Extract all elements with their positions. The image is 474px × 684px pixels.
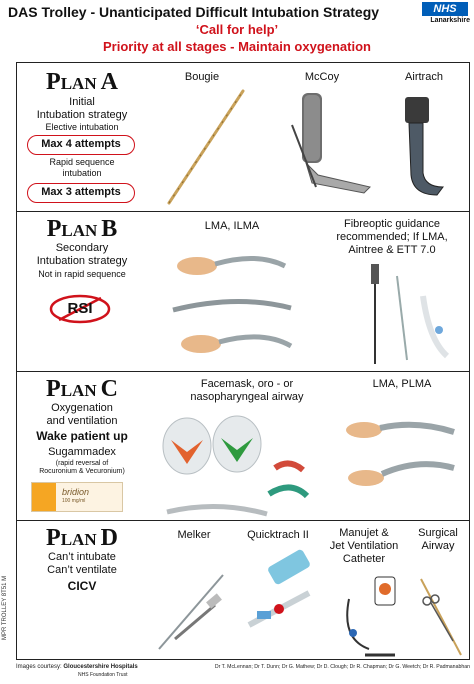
- plan-c-title: [17, 376, 147, 403]
- plan-b-letter: B: [101, 216, 118, 242]
- nhs-logo: NHS: [422, 2, 468, 16]
- plan-a-line5: intubation: [62, 168, 102, 178]
- surgical-line2: Airway: [421, 540, 455, 552]
- plan-d-line2: Can’t ventilate: [47, 564, 117, 576]
- plan-c-word: Plan: [46, 376, 97, 402]
- fibreoptic-line1: Fibreoptic guidance: [343, 218, 440, 230]
- plan-b-title: [17, 216, 147, 243]
- plan-c-line4: Sugammadex: [48, 446, 116, 458]
- melker-label: Melker: [177, 529, 211, 541]
- bougie-icon: [157, 87, 257, 207]
- bougie-label: Bougie: [184, 71, 220, 83]
- manujet-line3: Catheter: [342, 553, 386, 565]
- plan-d-letter: D: [100, 525, 118, 551]
- plan-d-word: Plan: [46, 525, 97, 551]
- plan-a-line3: Elective intubation: [45, 122, 119, 132]
- drug-brand: bridion: [62, 487, 90, 497]
- facemask-airway-icon: [157, 410, 327, 520]
- manujet-line2: Jet Ventilation: [329, 540, 399, 552]
- plan-c-line3: Wake patient up: [36, 429, 128, 443]
- plan-d-line3: CICV: [67, 579, 97, 593]
- footer-authors: Dr T. McLennan; Dr T. Dunn; Dr G. Mathew; Dr D. Clough; Dr R. Chapman; Dr G. Weetch; Dr R. Padmanabhan: [214, 664, 470, 670]
- sugammadex-box-image: [31, 482, 123, 512]
- plan-b-word: Plan: [46, 216, 98, 242]
- plan-b-panel: [16, 211, 470, 372]
- plan-a-title: [17, 69, 147, 96]
- drug-dose: 100 mg/ml: [62, 498, 86, 504]
- max-attempts-rsi-badge: Max 3 attempts: [27, 183, 135, 203]
- airtrach-icon: [397, 95, 467, 205]
- priority-text: Priority at all stages - Maintain oxygenation: [102, 39, 371, 54]
- rsi-text: RSI: [67, 300, 93, 317]
- fibreoptic-scope-icon: [357, 260, 467, 370]
- lma-plma-label: LMA, PLMA: [372, 378, 432, 390]
- header: [0, 0, 474, 60]
- plan-b-line2: Intubation strategy: [36, 255, 128, 267]
- lma-ilma-icon: [167, 248, 317, 368]
- call-for-help-text: ‘Call for help’: [195, 22, 279, 37]
- lma-plma-icon: [342, 412, 467, 512]
- courtesy-org: Gloucestershire Hospitals: [63, 664, 138, 670]
- courtesy-trust: NHS Foundation Trust: [78, 672, 128, 678]
- quicktrach-label: Quicktrach II: [247, 529, 309, 541]
- facemask-line1: Facemask, oro - or: [200, 378, 294, 390]
- plan-a-line1: Initial: [69, 96, 95, 108]
- plan-a-line2: Intubation strategy: [36, 109, 128, 121]
- mccoy-laryngoscope-icon: [272, 87, 382, 211]
- max-attempts-elective-badge: Max 4 attempts: [27, 135, 135, 155]
- melker-kit-icon: [145, 545, 239, 657]
- mccoy-label: McCoy: [304, 71, 340, 83]
- manujet-icon: [329, 569, 409, 659]
- courtesy-label: Images courtesy:: [16, 664, 62, 670]
- plan-d-title: [17, 525, 147, 552]
- plan-c-line5: (rapid reversal of: [55, 460, 109, 467]
- surgical-airway-icon: [413, 571, 471, 659]
- trust-name: Lanarkshire: [430, 17, 470, 24]
- manujet-line1: Manujet &: [339, 527, 389, 539]
- plan-a-line4: Rapid sequence: [49, 157, 115, 167]
- plan-b-line1: Secondary: [55, 242, 109, 254]
- lma-ilma-label: LMA, ILMA: [204, 220, 260, 232]
- surgical-line1: Surgical: [418, 527, 458, 539]
- plan-a-word: Plan: [46, 69, 97, 95]
- side-code: MPR TROLLEY 8T51 M: [2, 575, 8, 640]
- plan-b-line3: Not in rapid sequence: [38, 269, 126, 279]
- plan-d-line1: Can’t intubate: [48, 551, 116, 563]
- fibreoptic-line3: Aintree & ETT 7.0: [348, 244, 436, 256]
- plan-d-panel: [16, 520, 470, 660]
- plan-c-line6: Rocuronium & Vecuronium): [39, 468, 125, 475]
- plan-a-letter: A: [100, 69, 118, 95]
- plan-c-panel: [16, 371, 470, 521]
- facemask-line2: nasopharyngeal airway: [190, 391, 304, 403]
- plan-a-panel: [16, 62, 470, 212]
- plan-c-line1: Oxygenation: [51, 402, 113, 414]
- fibreoptic-line2: recommended; If LMA,: [336, 231, 448, 243]
- quicktrach-icon: [239, 551, 325, 651]
- plan-c-line2: and ventilation: [46, 415, 118, 427]
- airtrach-label: Airtrach: [405, 71, 443, 83]
- page-title: DAS Trolley - Unanticipated Difficult Intubation Strategy: [8, 4, 380, 20]
- plan-c-letter: C: [100, 376, 118, 402]
- footer-courtesy: [16, 664, 138, 670]
